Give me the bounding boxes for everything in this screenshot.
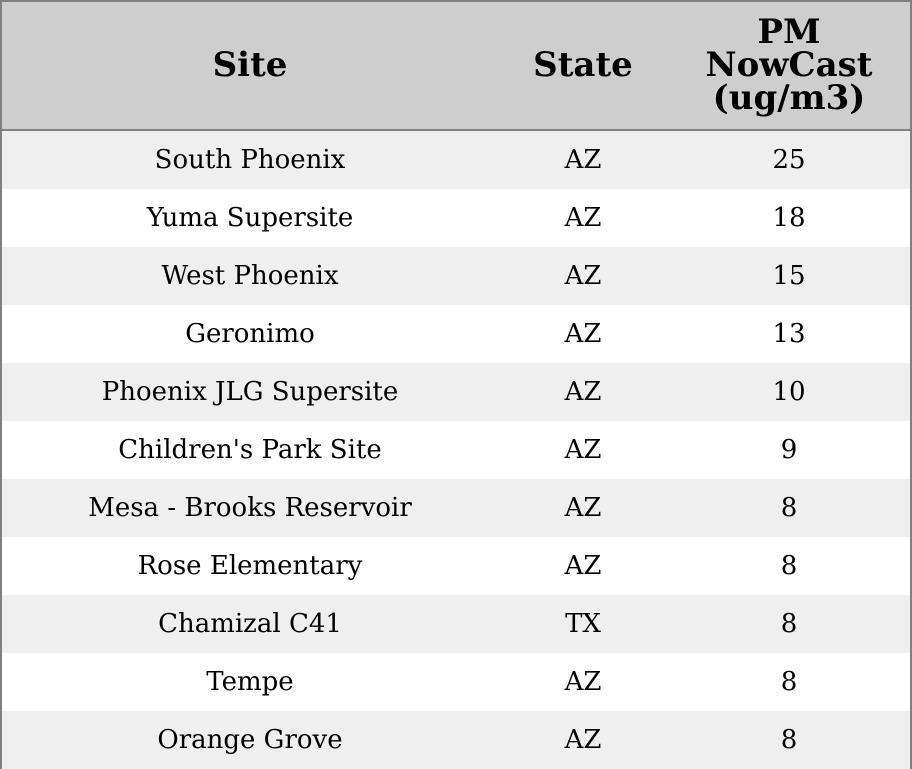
cell-site: Geronimo — [185, 319, 315, 349]
cell-site: Phoenix JLG Supersite — [101, 377, 399, 407]
cell-site: Tempe — [206, 667, 294, 697]
table-row — [2, 711, 910, 769]
cell-site: Chamizal C41 — [158, 609, 342, 639]
table-row — [2, 653, 910, 711]
cell-pm-nowcast: 25 — [772, 145, 806, 175]
table-row — [2, 421, 910, 479]
table-row — [2, 247, 910, 305]
table-header-row — [2, 2, 910, 131]
cell-state: AZ — [564, 377, 602, 407]
cell-site: South Phoenix — [154, 145, 346, 175]
cell-site: Orange Grove — [157, 725, 343, 755]
table-row — [2, 305, 910, 363]
cell-state: AZ — [564, 667, 602, 697]
table-row — [2, 479, 910, 537]
column-header-pm-nowcast: PM NowCast (ug/m3) — [705, 12, 873, 118]
cell-pm-nowcast: 8 — [780, 725, 798, 755]
cell-pm-nowcast: 8 — [780, 551, 798, 581]
cell-state: AZ — [564, 261, 602, 291]
column-header-site: Site — [212, 45, 288, 85]
cell-state: AZ — [564, 145, 602, 175]
cell-pm-nowcast: 8 — [780, 609, 798, 639]
cell-pm-nowcast: 18 — [772, 203, 806, 233]
cell-pm-nowcast: 8 — [780, 667, 798, 697]
cell-pm-nowcast: 13 — [772, 319, 806, 349]
table-body — [2, 131, 910, 769]
table-row — [2, 595, 910, 653]
cell-site: Rose Elementary — [137, 551, 363, 581]
cell-state: AZ — [564, 493, 602, 523]
cell-state: AZ — [564, 551, 602, 581]
cell-state: AZ — [564, 435, 602, 465]
cell-state: AZ — [564, 203, 602, 233]
table-row — [2, 131, 910, 189]
table-row — [2, 189, 910, 247]
cell-pm-nowcast: 9 — [780, 435, 798, 465]
cell-pm-nowcast: 10 — [772, 377, 806, 407]
cell-site: Yuma Supersite — [146, 203, 354, 233]
cell-site: West Phoenix — [161, 261, 339, 291]
cell-pm-nowcast: 15 — [772, 261, 806, 291]
cell-site: Children's Park Site — [118, 435, 382, 465]
cell-state: AZ — [564, 319, 602, 349]
cell-pm-nowcast: 8 — [780, 493, 798, 523]
cell-state: TX — [565, 609, 601, 639]
table-row — [2, 363, 910, 421]
table-row — [2, 537, 910, 595]
cell-state: AZ — [564, 725, 602, 755]
cell-site: Mesa - Brooks Reservoir — [88, 493, 412, 523]
column-header-state: State — [533, 45, 633, 85]
